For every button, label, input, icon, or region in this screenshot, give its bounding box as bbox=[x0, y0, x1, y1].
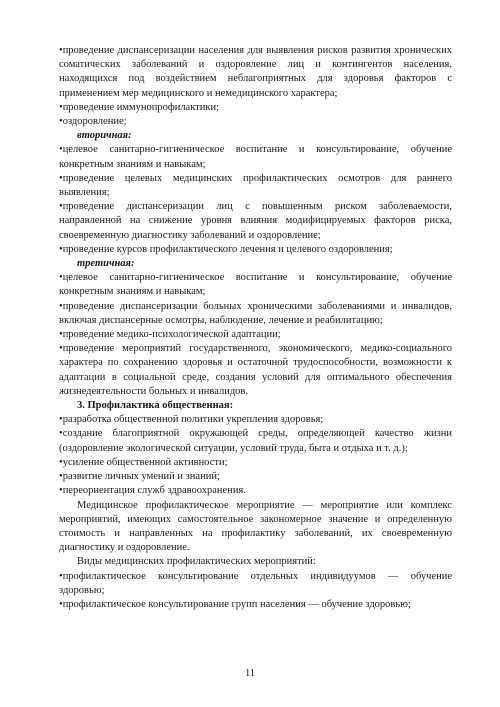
bullet-text: проведение диспансеризации лиц с повышенным риском заболеваемости, направленной на снижение уровня влияния модифицируемых факторов риска, своевременную диагностику заболеваний и оздоровление; bbox=[59, 201, 452, 241]
bullet-icon: • bbox=[59, 343, 63, 355]
bullet-text: разработка общественной политики укрепления здоровья; bbox=[62, 414, 324, 426]
bullet-icon: • bbox=[59, 45, 63, 56]
bullet-item bbox=[59, 115, 452, 129]
bullet-item bbox=[59, 484, 452, 498]
bullet-text: проведение диспансеризации больных хроническими заболеваниями и инвалидов, включая диспансерные осмотры, наблюдение, лечение и реабилитацию; bbox=[59, 300, 452, 326]
bullet-item bbox=[59, 570, 452, 598]
bullet-text: проведение курсов профилактического лечения и целевого оздоровления; bbox=[62, 243, 393, 255]
bullet-text: создание благоприятной окружающей среды, определяющей качество жизни (оздоровление экологической ситуации, условий труда, быта и отдыха и т. д.); bbox=[59, 428, 452, 454]
bullet-text: проведение мероприятий государственного, экономического, медико-социального характера по сохранению здоровья и остаточной трудоспособности, возможности к адаптации в социальной среде, создания условий для оптимального обеспечения жизнедеятельности больных и инвалидов. bbox=[59, 343, 452, 397]
bullet-text: проведение медико-психологической адаптации; bbox=[62, 329, 281, 341]
bullet-item bbox=[59, 143, 452, 171]
bullet-item bbox=[59, 470, 452, 484]
bullet-item bbox=[59, 413, 452, 427]
bullet-icon: • bbox=[59, 201, 63, 213]
bullet-icon: • bbox=[59, 272, 63, 284]
bullet-item bbox=[59, 200, 452, 243]
bullet-icon: • bbox=[59, 428, 63, 440]
bullet-icon: • bbox=[59, 414, 63, 426]
bullet-icon: • bbox=[59, 598, 63, 610]
page-number: 11 bbox=[244, 668, 256, 679]
bullet-text: целевое санитарно-гигиеническое воспитание и консультирование, обучение конкретным знаниям и навыкам; bbox=[59, 144, 452, 170]
bullet-item bbox=[59, 172, 452, 200]
bullet-icon: • bbox=[59, 471, 63, 483]
bullet-text: оздоровление; bbox=[62, 116, 127, 128]
bullet-icon: • bbox=[59, 456, 63, 468]
bullet-icon: • bbox=[59, 570, 63, 582]
paragraph: Медицинское профилактическое мероприятие — мероприятие или комплекс мероприятий, имеющих самостоятельное закономерное значение и определенную стоимость и направленных на профилактику заболеваний, их своевременную диагностику и оздоровление. bbox=[59, 499, 452, 554]
bullet-item bbox=[59, 101, 452, 115]
bullet-item bbox=[59, 44, 452, 101]
bullet-item bbox=[59, 243, 452, 257]
paragraph: Виды медицинских профилактических мероприятий: bbox=[77, 556, 316, 568]
bullet-text: проведение диспансеризации населения для выявления рисков развития хронических соматических заболеваний и оздоровление лиц и контингентов населения, находящихся под воздействием неблагоприятных для здоровья факторов с применением мер медицинского и немедицинского характера; bbox=[59, 45, 452, 99]
bullet-item bbox=[59, 598, 452, 612]
subheading: третичная: bbox=[77, 258, 135, 270]
bullet-icon: • bbox=[59, 172, 63, 184]
bullet-item bbox=[59, 300, 452, 328]
bullet-text: профилактическое консультирование групп населения — обучение здоровью; bbox=[62, 598, 411, 610]
bullet-item bbox=[59, 456, 452, 470]
bullet-icon: • bbox=[59, 485, 63, 497]
bullet-text: развитие личных умений и знаний; bbox=[62, 471, 220, 483]
bullet-icon: • bbox=[59, 101, 63, 113]
bullet-item bbox=[59, 271, 452, 299]
bullet-text: проведение целевых медицинских профилактических осмотров для раннего выявления; bbox=[59, 172, 452, 199]
bullet-text: целевое санитарно-гигиеническое воспитание и консультирование, обучение конкретным знаниям и навыкам; bbox=[59, 272, 452, 298]
page-body bbox=[59, 44, 452, 612]
bullet-icon: • bbox=[59, 329, 63, 341]
bullet-item bbox=[59, 427, 452, 455]
subheading: вторичная: bbox=[77, 130, 132, 142]
bullet-text: профилактическое консультирование отдельных индивидуумов — обучение здоровью; bbox=[59, 570, 452, 596]
section-heading: 3. Профилактика общественная: bbox=[77, 400, 234, 412]
bullet-icon: • bbox=[59, 300, 63, 312]
bullet-icon: • bbox=[59, 243, 63, 255]
bullet-text: усиление общественной активности; bbox=[62, 456, 228, 468]
bullet-item bbox=[59, 328, 452, 342]
bullet-item bbox=[59, 342, 452, 399]
bullet-icon: • bbox=[59, 116, 63, 128]
bullet-icon: • bbox=[59, 144, 63, 156]
bullet-text: проведение иммунопрофилактики; bbox=[62, 101, 220, 113]
bullet-text: переориентация служб здравоохранения. bbox=[62, 485, 246, 497]
